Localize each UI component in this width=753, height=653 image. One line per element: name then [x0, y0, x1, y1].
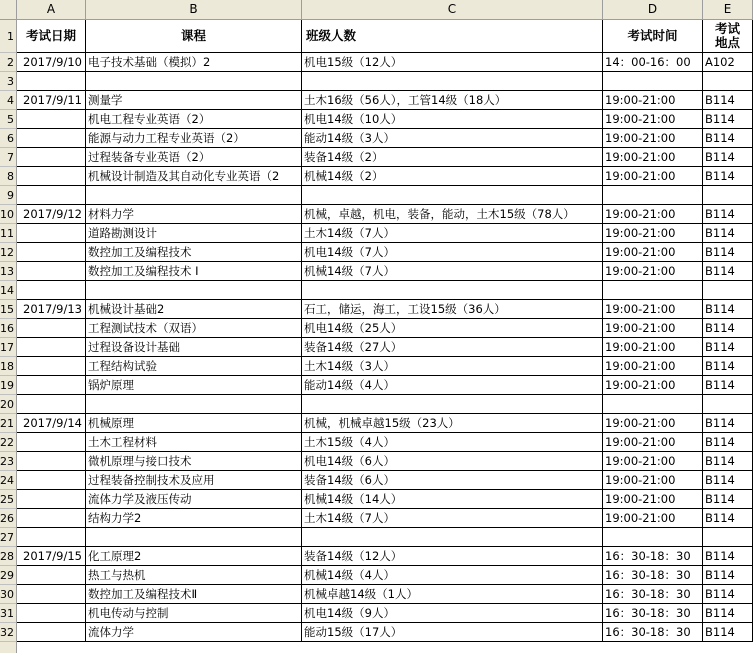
row-number[interactable]: 32	[0, 623, 16, 642]
cell-place[interactable]: B114	[703, 110, 753, 129]
cell-course[interactable]	[86, 281, 302, 300]
row-number[interactable]: 16	[0, 319, 16, 338]
cell-time[interactable]: 19:00-21:00	[603, 452, 703, 471]
cell-place[interactable]	[703, 72, 753, 91]
row-number[interactable]: 19	[0, 376, 16, 395]
cell-class[interactable]: 土木14级（3人）	[302, 357, 603, 376]
cell-course[interactable]: 能源与动力工程专业英语（2）	[86, 129, 302, 148]
cell-place[interactable]: B114	[703, 376, 753, 395]
cell-time[interactable]: 19:00-21:00	[603, 129, 703, 148]
blank-row	[17, 528, 753, 547]
cell-time[interactable]: 19:00-21:00	[603, 167, 703, 186]
cell-date[interactable]: 2017/9/11	[17, 91, 86, 110]
cell-place[interactable]: B114	[703, 414, 753, 433]
cell-place[interactable]: B114	[703, 167, 753, 186]
cell-time[interactable]: 19:00-21:00	[603, 300, 703, 319]
cell-place[interactable]	[703, 186, 753, 205]
cell-date[interactable]	[17, 72, 86, 91]
cell-place[interactable]: B114	[703, 547, 753, 566]
table-row	[17, 547, 753, 566]
row-header-bar	[0, 20, 17, 653]
row-number[interactable]: 18	[0, 357, 16, 376]
cell-place[interactable]: B114	[703, 129, 753, 148]
cell-course[interactable]: 过程装备专业英语（2）	[86, 148, 302, 167]
row-number[interactable]: 24	[0, 471, 16, 490]
cell-time[interactable]	[603, 395, 703, 414]
cell-place[interactable]: B114	[703, 148, 753, 167]
cell-date[interactable]	[17, 585, 86, 604]
cell-class[interactable]: 装备14级（2）	[302, 148, 603, 167]
table-row	[17, 300, 753, 319]
cell-time[interactable]: 19:00-21:00	[603, 243, 703, 262]
cell-class[interactable]: 能动15级（17人）	[302, 623, 603, 642]
cell-time[interactable]: 19:00-21:00	[603, 509, 703, 528]
table-row	[17, 604, 753, 623]
row-number[interactable]: 27	[0, 528, 16, 547]
cell-class[interactable]: 石工，储运，海工，工设15级（36人）	[302, 300, 603, 319]
header-place[interactable]	[703, 20, 753, 53]
row-number[interactable]: 31	[0, 604, 16, 623]
header-place-line2: 地点	[714, 35, 740, 50]
table-row	[17, 433, 753, 452]
cell-course[interactable]	[86, 395, 302, 414]
cell-place[interactable]: B114	[703, 452, 753, 471]
cell-course[interactable]: 数控加工及编程技术	[86, 243, 302, 262]
row-number[interactable]: 23	[0, 452, 16, 471]
cell-place[interactable]: B114	[703, 623, 753, 642]
cell-date[interactable]	[17, 319, 86, 338]
table-row	[17, 110, 753, 129]
cell-date[interactable]	[17, 110, 86, 129]
cell-time[interactable]: 16：30-18：30	[603, 604, 703, 623]
row-number[interactable]: 22	[0, 433, 16, 452]
cell-place[interactable]: B114	[703, 262, 753, 281]
cell-course[interactable]	[86, 72, 302, 91]
cell-date[interactable]: 2017/9/12	[17, 205, 86, 224]
cell-date[interactable]	[17, 452, 86, 471]
cell-course[interactable]: 流体力学	[86, 623, 302, 642]
cell-time[interactable]: 19:00-21:00	[603, 376, 703, 395]
row-number[interactable]: 3	[0, 72, 16, 91]
header-date[interactable]: 考试日期	[17, 20, 86, 53]
row-number[interactable]: 5	[0, 110, 16, 129]
cell-class[interactable]	[302, 281, 603, 300]
cell-time[interactable]: 19:00-21:00	[603, 414, 703, 433]
column-header-c[interactable]: C	[302, 0, 603, 19]
column-header-bar	[0, 0, 753, 20]
cell-time[interactable]: 19:00-21:00	[603, 490, 703, 509]
cell-date[interactable]: 2017/9/15	[17, 547, 86, 566]
cell-time[interactable]: 19:00-21:00	[603, 110, 703, 129]
blank-row	[17, 72, 753, 91]
cell-class[interactable]	[302, 395, 603, 414]
row-number[interactable]: 13	[0, 262, 16, 281]
cell-place[interactable]: B114	[703, 604, 753, 623]
cell-date[interactable]: 2017/9/10	[17, 53, 86, 72]
table-row	[17, 357, 753, 376]
cell-course[interactable]: 过程装备控制技术及应用	[86, 471, 302, 490]
table-row	[17, 129, 753, 148]
cell-date[interactable]	[17, 376, 86, 395]
cell-time[interactable]	[603, 72, 703, 91]
cell-place[interactable]: B114	[703, 357, 753, 376]
row-number[interactable]: 26	[0, 509, 16, 528]
column-header-b[interactable]: B	[86, 0, 302, 19]
table-row	[17, 148, 753, 167]
cell-time[interactable]: 19:00-21:00	[603, 433, 703, 452]
cell-course[interactable]: 工程结构试验	[86, 357, 302, 376]
table-row	[17, 585, 753, 604]
cell-date[interactable]	[17, 528, 86, 547]
cell-place[interactable]: B114	[703, 566, 753, 585]
row-number[interactable]: 4	[0, 91, 16, 110]
table-row	[17, 490, 753, 509]
row-number[interactable]: 1	[0, 20, 16, 53]
cell-place[interactable]: B114	[703, 224, 753, 243]
select-all-corner[interactable]	[0, 0, 17, 19]
cell-course[interactable]: 测量学	[86, 91, 302, 110]
row-number[interactable]: 17	[0, 338, 16, 357]
row-number[interactable]: 29	[0, 566, 16, 585]
cell-class[interactable]: 机械卓越14级（1人）	[302, 585, 603, 604]
column-header-a[interactable]: A	[17, 0, 86, 19]
cell-course[interactable]: 机械原理	[86, 414, 302, 433]
cell-grid	[17, 20, 753, 653]
cell-course[interactable]: 微机原理与接口技术	[86, 452, 302, 471]
cell-place[interactable]: B114	[703, 585, 753, 604]
table-row	[17, 566, 753, 585]
cell-date[interactable]	[17, 604, 86, 623]
cell-course[interactable]: 机械设计制造及其自动化专业英语（2	[86, 167, 302, 186]
cell-course[interactable]: 材料力学	[86, 205, 302, 224]
cell-place[interactable]: B114	[703, 433, 753, 452]
cell-date[interactable]: 2017/9/14	[17, 414, 86, 433]
cell-time[interactable]: 19:00-21:00	[603, 471, 703, 490]
cell-time[interactable]: 19:00-21:00	[603, 91, 703, 110]
header-course[interactable]: 课程	[86, 20, 302, 53]
cell-course[interactable]: 土木工程材料	[86, 433, 302, 452]
blank-row	[17, 395, 753, 414]
cell-course[interactable]: 道路勘测设计	[86, 224, 302, 243]
table-row	[17, 319, 753, 338]
row-number[interactable]: 21	[0, 414, 16, 433]
cell-class[interactable]: 能动14级（4人）	[302, 376, 603, 395]
cell-date[interactable]	[17, 243, 86, 262]
table-row	[17, 471, 753, 490]
row-number[interactable]: 14	[0, 281, 16, 300]
cell-place[interactable]: B114	[703, 205, 753, 224]
row-number[interactable]: 25	[0, 490, 16, 509]
column-header-e[interactable]: E	[703, 0, 753, 19]
table-row	[17, 452, 753, 471]
row-number[interactable]: 28	[0, 547, 16, 566]
cell-class[interactable]: 土木16级（56人），工管14级（18人）	[302, 91, 603, 110]
cell-class[interactable]: 机械14级（14人）	[302, 490, 603, 509]
cell-class[interactable]: 装备14级（27人）	[302, 338, 603, 357]
cell-place[interactable]: B114	[703, 319, 753, 338]
cell-time[interactable]: 16：30-18：30	[603, 623, 703, 642]
cell-place[interactable]: B114	[703, 490, 753, 509]
table-row	[17, 414, 753, 433]
row-number[interactable]: 9	[0, 186, 16, 205]
cell-date[interactable]	[17, 129, 86, 148]
cell-course[interactable]: 机械设计基础2	[86, 300, 302, 319]
table-row	[17, 53, 753, 72]
cell-date[interactable]	[17, 167, 86, 186]
cell-place[interactable]	[703, 281, 753, 300]
table-row	[17, 509, 753, 528]
cell-class[interactable]: 装备14级（12人）	[302, 547, 603, 566]
cell-class[interactable]	[302, 528, 603, 547]
cell-class[interactable]: 机电14级（25人）	[302, 319, 603, 338]
cell-date[interactable]	[17, 566, 86, 585]
cell-date[interactable]	[17, 338, 86, 357]
cell-date[interactable]	[17, 490, 86, 509]
cell-time[interactable]: 16：30-18：30	[603, 566, 703, 585]
cell-class[interactable]: 土木14级（7人）	[302, 224, 603, 243]
cell-date[interactable]	[17, 224, 86, 243]
cell-course[interactable]: 机电工程专业英语（2）	[86, 110, 302, 129]
cell-course[interactable]	[86, 186, 302, 205]
cell-date[interactable]	[17, 357, 86, 376]
cell-course[interactable]: 锅炉原理	[86, 376, 302, 395]
cell-class[interactable]: 机械，机械卓越15级（23人）	[302, 414, 603, 433]
cell-class[interactable]: 机械14级（7人）	[302, 262, 603, 281]
cell-place[interactable]: B114	[703, 338, 753, 357]
row-number[interactable]: 2	[0, 53, 16, 72]
row-number[interactable]: 11	[0, 224, 16, 243]
cell-course[interactable]: 数控加工及编程技术 I	[86, 262, 302, 281]
cell-time[interactable]: 19:00-21:00	[603, 319, 703, 338]
table-row	[17, 167, 753, 186]
table-row	[17, 243, 753, 262]
header-class[interactable]: 班级人数	[302, 20, 603, 53]
row-number[interactable]: 6	[0, 129, 16, 148]
cell-time[interactable]: 19:00-21:00	[603, 357, 703, 376]
table-row	[17, 376, 753, 395]
cell-time[interactable]: 14：00-16：00	[603, 53, 703, 72]
row-number[interactable]: 7	[0, 148, 16, 167]
cell-time[interactable]: 16：30-18：30	[603, 585, 703, 604]
table-row	[17, 224, 753, 243]
cell-course[interactable]: 机电传动与控制	[86, 604, 302, 623]
cell-time[interactable]: 16：30-18：30	[603, 547, 703, 566]
row-number[interactable]: 8	[0, 167, 16, 186]
cell-time[interactable]: 19:00-21:00	[603, 338, 703, 357]
blank-row	[17, 281, 753, 300]
column-header-d[interactable]: D	[603, 0, 703, 19]
cell-course[interactable]: 化工原理2	[86, 547, 302, 566]
cell-time[interactable]	[603, 186, 703, 205]
cell-class[interactable]	[302, 72, 603, 91]
cell-course[interactable]: 流体力学及液压传动	[86, 490, 302, 509]
cell-time[interactable]: 19:00-21:00	[603, 262, 703, 281]
cell-class[interactable]: 机电14级（9人）	[302, 604, 603, 623]
row-number[interactable]: 15	[0, 300, 16, 319]
cell-place[interactable]: B114	[703, 300, 753, 319]
cell-date[interactable]	[17, 623, 86, 642]
cell-place[interactable]: B114	[703, 471, 753, 490]
cell-date[interactable]	[17, 509, 86, 528]
cell-date[interactable]	[17, 281, 86, 300]
row-number[interactable]: 12	[0, 243, 16, 262]
row-number[interactable]: 30	[0, 585, 16, 604]
blank-row	[17, 186, 753, 205]
cell-course[interactable]: 工程测试技术（双语）	[86, 319, 302, 338]
table-row	[17, 91, 753, 110]
cell-time[interactable]	[603, 281, 703, 300]
cell-class[interactable]: 机电14级（10人）	[302, 110, 603, 129]
row-number[interactable]: 10	[0, 205, 16, 224]
cell-class[interactable]	[302, 186, 603, 205]
cell-date[interactable]	[17, 262, 86, 281]
cell-place[interactable]	[703, 395, 753, 414]
header-place-line1: 考试	[714, 21, 740, 36]
cell-place[interactable]: A102	[703, 53, 753, 72]
cell-class[interactable]: 土木14级（7人）	[302, 509, 603, 528]
cell-place[interactable]	[703, 528, 753, 547]
row-number[interactable]: 20	[0, 395, 16, 414]
cell-date[interactable]	[17, 433, 86, 452]
header-time[interactable]: 考试时间	[603, 20, 703, 53]
table-row	[17, 338, 753, 357]
cell-course[interactable]: 结构力学2	[86, 509, 302, 528]
cell-time[interactable]: 19:00-21:00	[603, 205, 703, 224]
cell-time[interactable]	[603, 528, 703, 547]
cell-class[interactable]: 土木15级（4人）	[302, 433, 603, 452]
cell-class[interactable]: 机电14级（7人）	[302, 243, 603, 262]
cell-course[interactable]	[86, 528, 302, 547]
cell-place[interactable]: B114	[703, 509, 753, 528]
cell-date[interactable]	[17, 148, 86, 167]
cell-place[interactable]: B114	[703, 243, 753, 262]
cell-date[interactable]	[17, 186, 86, 205]
table-row	[17, 623, 753, 642]
table-row	[17, 262, 753, 281]
cell-class[interactable]: 机械14级（2）	[302, 167, 603, 186]
cell-class[interactable]: 机械14级（4人）	[302, 566, 603, 585]
cell-time[interactable]: 19:00-21:00	[603, 224, 703, 243]
cell-course[interactable]: 过程设备设计基础	[86, 338, 302, 357]
header-row	[17, 20, 753, 53]
cell-class[interactable]: 机电14级（6人）	[302, 452, 603, 471]
table-row	[17, 205, 753, 224]
cell-date[interactable]	[17, 471, 86, 490]
cell-class[interactable]: 能动14级（3人）	[302, 129, 603, 148]
cell-class[interactable]: 机械，卓越，机电，装备，能动，土木15级（78人）	[302, 205, 603, 224]
cell-class[interactable]: 机电15级（12人）	[302, 53, 603, 72]
cell-time[interactable]: 19:00-21:00	[603, 148, 703, 167]
cell-date[interactable]	[17, 395, 86, 414]
cell-course[interactable]: 数控加工及编程技术Ⅱ	[86, 585, 302, 604]
cell-class[interactable]: 装备14级（6人）	[302, 471, 603, 490]
cell-date[interactable]: 2017/9/13	[17, 300, 86, 319]
cell-course[interactable]: 热工与热机	[86, 566, 302, 585]
cell-place[interactable]: B114	[703, 91, 753, 110]
cell-course[interactable]: 电子技术基础（模拟）2	[86, 53, 302, 72]
